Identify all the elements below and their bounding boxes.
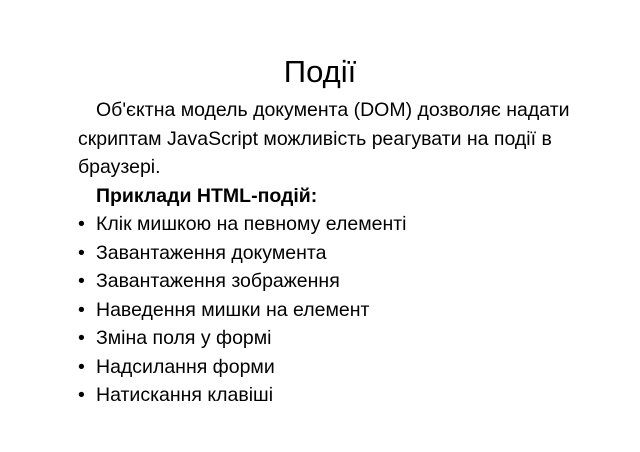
list-item <box>78 353 598 382</box>
bullet-icon: • <box>78 270 85 292</box>
list-item <box>78 239 598 268</box>
list-item-text: Клік мишкою на певному елементі <box>96 213 407 235</box>
list-item <box>78 324 598 353</box>
list-item-text: Завантаження зображення <box>96 270 340 292</box>
list-item <box>78 267 598 296</box>
list-item <box>78 296 598 325</box>
list-item-text: Завантаження документа <box>96 241 327 264</box>
slide-body <box>78 96 598 410</box>
examples-heading: Приклади HTML-подій: <box>96 184 318 207</box>
slide-title: Події <box>283 54 357 89</box>
list-item-text: Надсилання форми <box>96 355 275 378</box>
bullet-icon: • <box>78 213 85 235</box>
intro-paragraph: Об'єктна модель документа (DOM) дозволяє надати скриптам JavaScript можливість реагувати на події в браузері. <box>78 99 570 178</box>
list-item-text: Натискання клавіші <box>96 384 274 406</box>
list-item <box>78 210 598 239</box>
list-item-text: Зміна поля у формі <box>96 327 272 349</box>
list-item <box>78 381 598 410</box>
bullet-icon: • <box>78 327 85 349</box>
list-item-text: Наведення мишки на елемент <box>96 298 370 321</box>
bullet-icon: • <box>78 355 85 378</box>
bullet-icon: • <box>78 298 85 321</box>
examples-list <box>78 210 598 410</box>
bullet-icon: • <box>78 384 85 406</box>
bullet-icon: • <box>78 241 85 264</box>
